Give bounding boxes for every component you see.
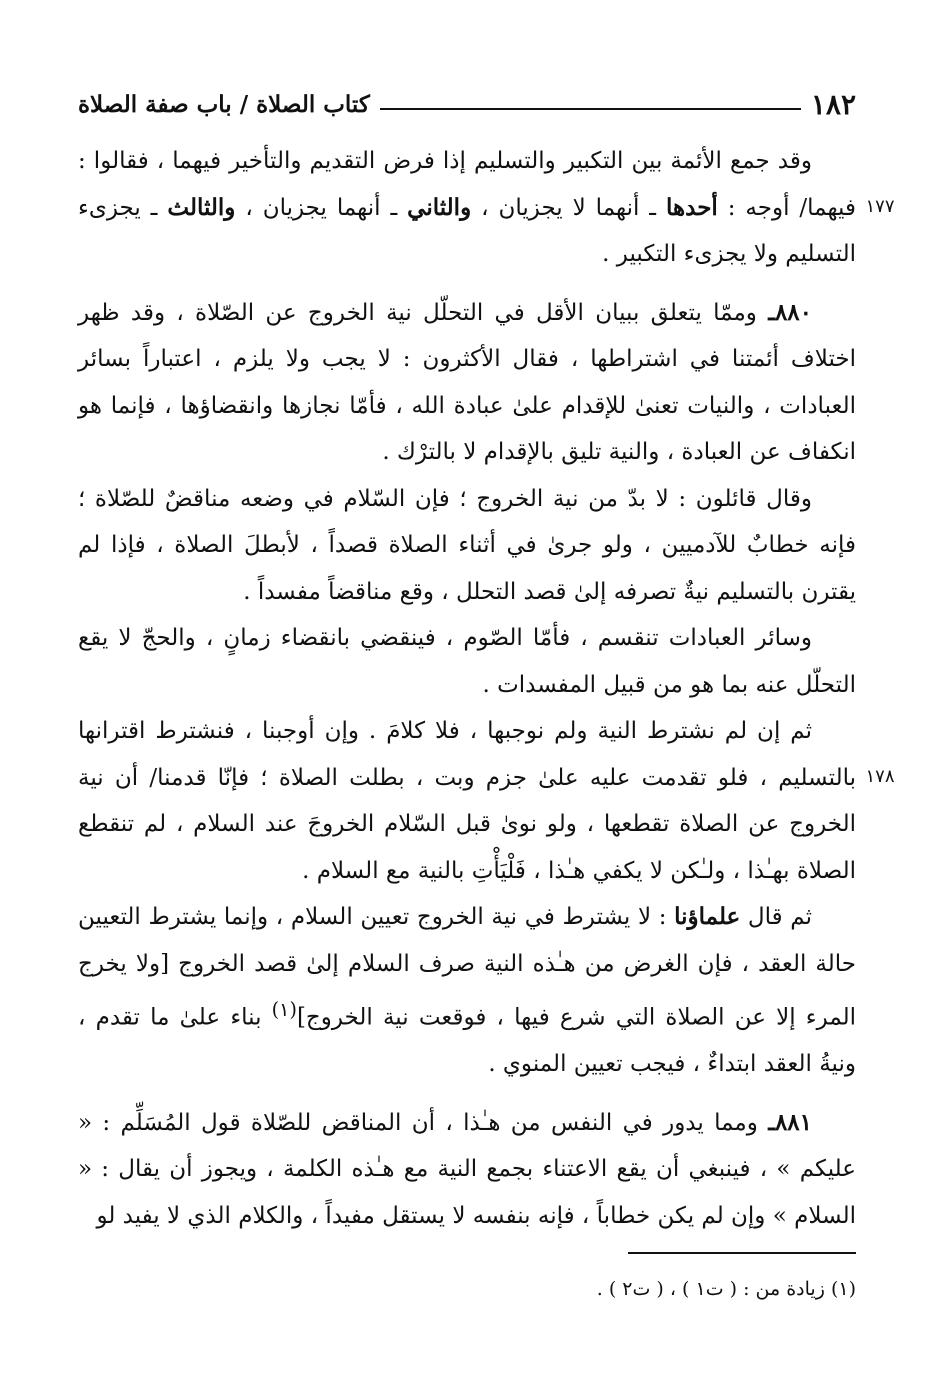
footnote-reference: (١) — [271, 998, 297, 1021]
header-rule — [380, 108, 801, 110]
margin-folio-note: ١٧٧ — [865, 196, 895, 217]
running-title: كتاب الصلاة / باب صفة الصلاة — [78, 90, 370, 118]
page-number: ١٨٢ — [810, 87, 856, 121]
paragraph: وقال قائلون : لا بدّ من نية الخروج ؛ فإن السّلام في وضعه مناقضٌ للصّلاة ؛ فإنه خطابٌ للآدميين ، ولو جرىٰ في أثناء الصلاة قصداً ، لأبطلَ الصلاة ، فإذا لم يقترن بالتسليم نيةٌ تصرفه إلىٰ قصد التحلل ، وقع مناقضاً مفسداً . — [78, 485, 856, 605]
paragraph — [78, 290, 856, 476]
paragraph: ثم إن لم نشترط النية ولم نوجبها ، فلا كلامَ . وإن أوجبنا ، فنشترط اقترانها بالتسليم ، فلو تقدمت عليه علىٰ جزم وبت ، بطلت الصلاة ؛ فإنّا قدمنا/ أن نية الخروج عن الصلاة تقطعها ، ولو نوىٰ قبل السّلام الخروجَ عند السلام ، لم تنقطع الصلاة بهـٰذا ، ولـٰكن لا يكفي هـٰذا ، فَلْيَأْتِ بالنية مع السلام . — [78, 718, 856, 884]
paragraph — [78, 1100, 856, 1240]
footnote-text: زيادة من : ( ت١ ) ، ( ت٢ ) . — [596, 1278, 825, 1300]
bold-term: أحدها — [665, 193, 718, 221]
paragraph: وسائر العبادات تنقسم ، فأمّا الصّوم ، فينقضي بانقضاء زمانٍ ، والحجّ لا يقع التحلّل عنه بما هو من قبيل المفسدات . — [78, 625, 856, 698]
text-run: ثم قال — [740, 904, 812, 930]
footnote — [78, 1278, 856, 1300]
paragraph — [78, 894, 856, 1088]
section-number: ٨٨٠ـ — [768, 298, 812, 326]
section-number: ٨٨١ـ — [768, 1108, 812, 1136]
text-run: ـ يجزىء التسليم ولا يجزىء التكبير . — [78, 194, 856, 267]
text-run: ـ أنهما يجزيان ، — [235, 194, 408, 221]
page-header — [78, 84, 856, 124]
text-run: : لا يشترط في نية الخروج تعيين السلام ، وإنما يشترط التعيين حالة العقد ، فإن الغرض من هـٰذه النية صرف السلام إلىٰ قصد الخروج [ولا يخرج المرء إلا عن الصلاة التي شرع فيها ، فوقعت نية الخروج] — [78, 904, 857, 1031]
bold-term: والثالث — [167, 193, 236, 221]
text-run: ومما يدور في النفس من هـٰذا ، أن المناقض للصّلاة قول المُسَلِّم : « عليكم » ، فينبغي أن يقع الاعتناء بجمع النية مع هـٰذه الكلمة ، ويجوز أن يقال : « السلام » وإن لم يكن خطاباً ، فإنه بنفسه لا يستقل مفيداً ، والكلام الذي لا يفيد لو — [78, 1109, 856, 1229]
text-run: وممّا يتعلق ببيان الأقل في التحلّل نية الخروج عن الصّلاة ، وقد ظهر اختلاف أئمتنا في اشتراطها ، فقال الأكثرون : لا يجب ولا يلزم ، اعتباراً بسائر العبادات ، والنيات تعنىٰ للإقدام علىٰ عبادة الله ، فأمّا نجازها وانقضاؤها ، فإنما هو انكفاف عن العبادة ، والنية تليق بالإقدام لا بالترْك . — [78, 299, 856, 465]
text-run: بناء علىٰ ما تقدم ، ونيةُ العقد ابتداءٌ ، فيجب تعيين المنوي . — [78, 1004, 856, 1078]
bold-term: علماؤنا — [674, 903, 741, 930]
page-body — [78, 138, 856, 1239]
footnote-marker: (١) — [830, 1278, 856, 1300]
bold-term: والثاني — [407, 193, 472, 221]
text-run: وقد جمع الأئمة بين التكبير والتسليم إذا فرض التقديم والتأخير فيهما ، فقالوا : فيهما/ أوجه : — [78, 148, 856, 221]
margin-folio-note: ١٧٨ — [865, 766, 895, 787]
paragraph-gap — [78, 278, 856, 290]
paragraph — [78, 138, 856, 278]
footnote-rule — [628, 1252, 856, 1254]
paragraph-gap — [78, 1088, 856, 1100]
text-run: ـ أنهما لا يجزيان ، — [471, 194, 666, 221]
